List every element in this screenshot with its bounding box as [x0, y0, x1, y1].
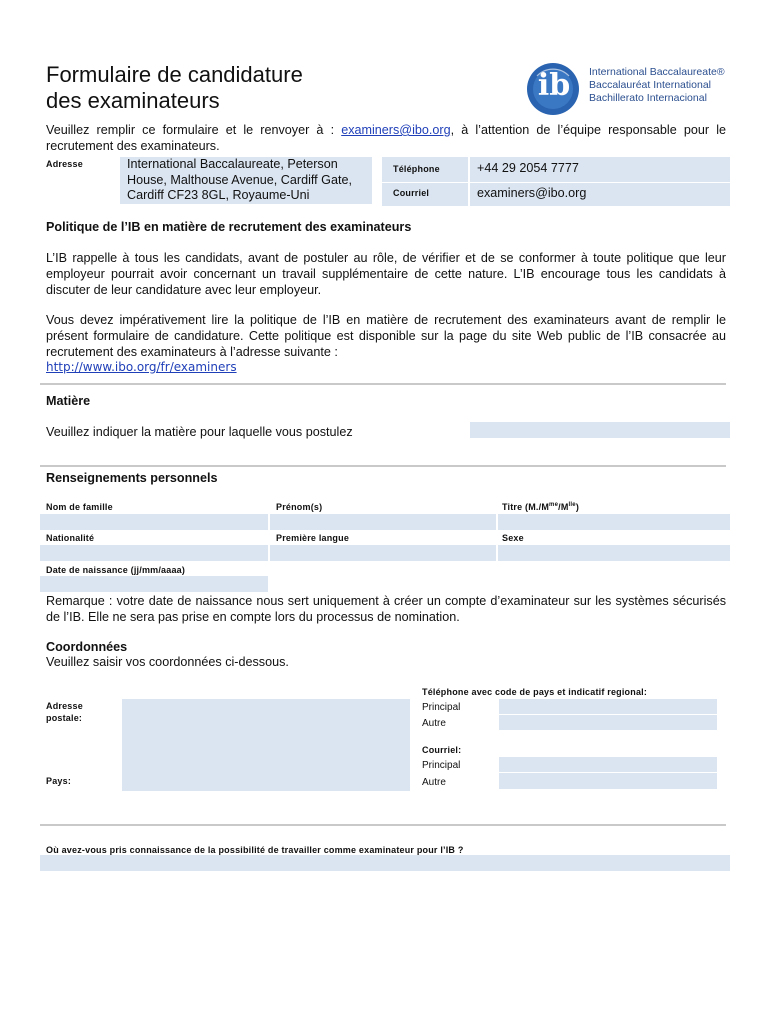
country-label: Pays:	[46, 776, 72, 786]
sex-input[interactable]	[498, 545, 730, 561]
contact-address-label: Adresse	[46, 159, 83, 169]
contact-address-value: International Baccalaureate, Peterson House, Malthouse Avenue, Cardiff Gate, Cardiff CF23 8GL, Royaume-Uni	[127, 157, 352, 202]
divider-3	[40, 824, 726, 826]
postal-label-line-2: postale:	[46, 713, 83, 723]
subject-input[interactable]	[470, 422, 730, 438]
page-title	[46, 62, 303, 114]
surname-label: Nom de famille	[46, 502, 113, 512]
contact-phone-label: Téléphone	[393, 164, 440, 174]
source-input[interactable]	[40, 855, 730, 871]
email-main-label: Principal	[422, 760, 461, 771]
personal-heading: Renseignements personnels	[46, 471, 218, 485]
policy-paragraph-1: L’IB rappelle à tous les candidats, avant de postuler au rôle, de vérifier et de se conformer à toute politique que leur employeur pourrait avoir concernant un travail supplémentaire de cette nature. L’IB encourage tous les candidats à discuter de leur candidature avec leur employeur.	[46, 251, 726, 297]
firstname-input[interactable]	[270, 514, 496, 530]
postal-address-input[interactable]	[122, 699, 410, 791]
coordinates-heading: Coordonnées	[46, 640, 128, 654]
dob-remark: Remarque : votre date de naissance nous sert uniquement à créer un compte d’examinateur sur les systèmes sécurisés de l’IB. Elle ne sera pas prise en compte lors du processus de nomination.	[46, 594, 726, 624]
divider-2	[40, 465, 726, 467]
org-name-es: Bachillerato Internacional	[589, 92, 707, 104]
nationality-input[interactable]	[40, 545, 268, 561]
title-label-sup-2: lle	[568, 502, 576, 508]
policy-link[interactable]: http://www.ibo.org/fr/examiners	[46, 360, 237, 374]
subject-heading: Matière	[46, 394, 91, 408]
email-other-input[interactable]	[499, 773, 717, 789]
title-input[interactable]	[498, 514, 730, 530]
contact-phone-value: +44 29 2054 7777	[477, 161, 579, 175]
org-name-en: International Baccalaureate®	[589, 66, 725, 78]
surname-input[interactable]	[40, 514, 268, 530]
org-names	[589, 66, 725, 105]
org-name-fr: Baccalauréat International	[589, 79, 711, 91]
ib-logo-letters: ib	[537, 68, 571, 103]
email-heading: Courriel:	[422, 745, 462, 755]
title-label	[502, 502, 579, 512]
phone-other-input[interactable]	[499, 715, 717, 730]
dob-label: Date de naissance (jj/mm/aaaa)	[46, 565, 186, 575]
firstname-label: Prénom(s)	[276, 502, 323, 512]
phone-main-input[interactable]	[499, 699, 717, 714]
subject-prompt: Veuillez indiquer la matière pour laquelle vous postulez	[46, 425, 353, 439]
email-other-label: Autre	[422, 777, 446, 788]
email-main-input[interactable]	[499, 757, 717, 772]
title-label-c: )	[575, 502, 580, 512]
policy-paragraph-2: Vous devez impérativement lire la politique de l’IB en matière de recrutement des examinateurs avant de remplir le présent formulaire de candidature. Cette politique est disponible sur la page du site Web public de l’IB consacrée au recrutement des examinateurs à l’adresse suivante :	[46, 313, 726, 359]
source-question: Où avez-vous pris connaissance de la possibilité de travailler comme examinateur pour l’IB ?	[46, 845, 464, 855]
title-label-sup-1: me	[549, 502, 559, 508]
language-label: Première langue	[276, 533, 350, 543]
intro-after: , à l’attention de l’équipe responsable pour le recrutement des examinateurs.	[46, 123, 726, 153]
intro-text	[46, 122, 726, 154]
dob-input[interactable]	[40, 576, 268, 592]
policy-heading: Politique de l’IB en matière de recrutement des examinateurs	[46, 220, 412, 234]
divider-1	[40, 383, 726, 385]
intro-before: Veuillez remplir ce formulaire et le renvoyer à :	[46, 123, 342, 137]
contact-email-value: examiners@ibo.org	[477, 186, 587, 200]
phone-other-label: Autre	[422, 718, 446, 729]
nationality-label: Nationalité	[46, 533, 95, 543]
sex-label: Sexe	[502, 533, 524, 543]
phone-heading: Téléphone avec code de pays et indicatif regional:	[422, 687, 648, 697]
title-label-b: /M	[558, 502, 569, 512]
postal-label-line-1: Adresse	[46, 701, 83, 711]
page-title-line-2: des examinateurs	[46, 88, 220, 113]
postal-label	[46, 700, 83, 724]
contact-email-label: Courriel	[393, 188, 430, 198]
intro-email-link[interactable]: examiners@ibo.org	[341, 123, 451, 137]
phone-main-label: Principal	[422, 702, 461, 713]
title-label-a: Titre (M./M	[502, 502, 550, 512]
coordinates-subtext: Veuillez saisir vos coordonnées ci-dessous.	[46, 655, 289, 669]
ib-logo	[525, 62, 583, 116]
language-input[interactable]	[270, 545, 496, 561]
page-title-line-1: Formulaire de candidature	[46, 62, 303, 87]
